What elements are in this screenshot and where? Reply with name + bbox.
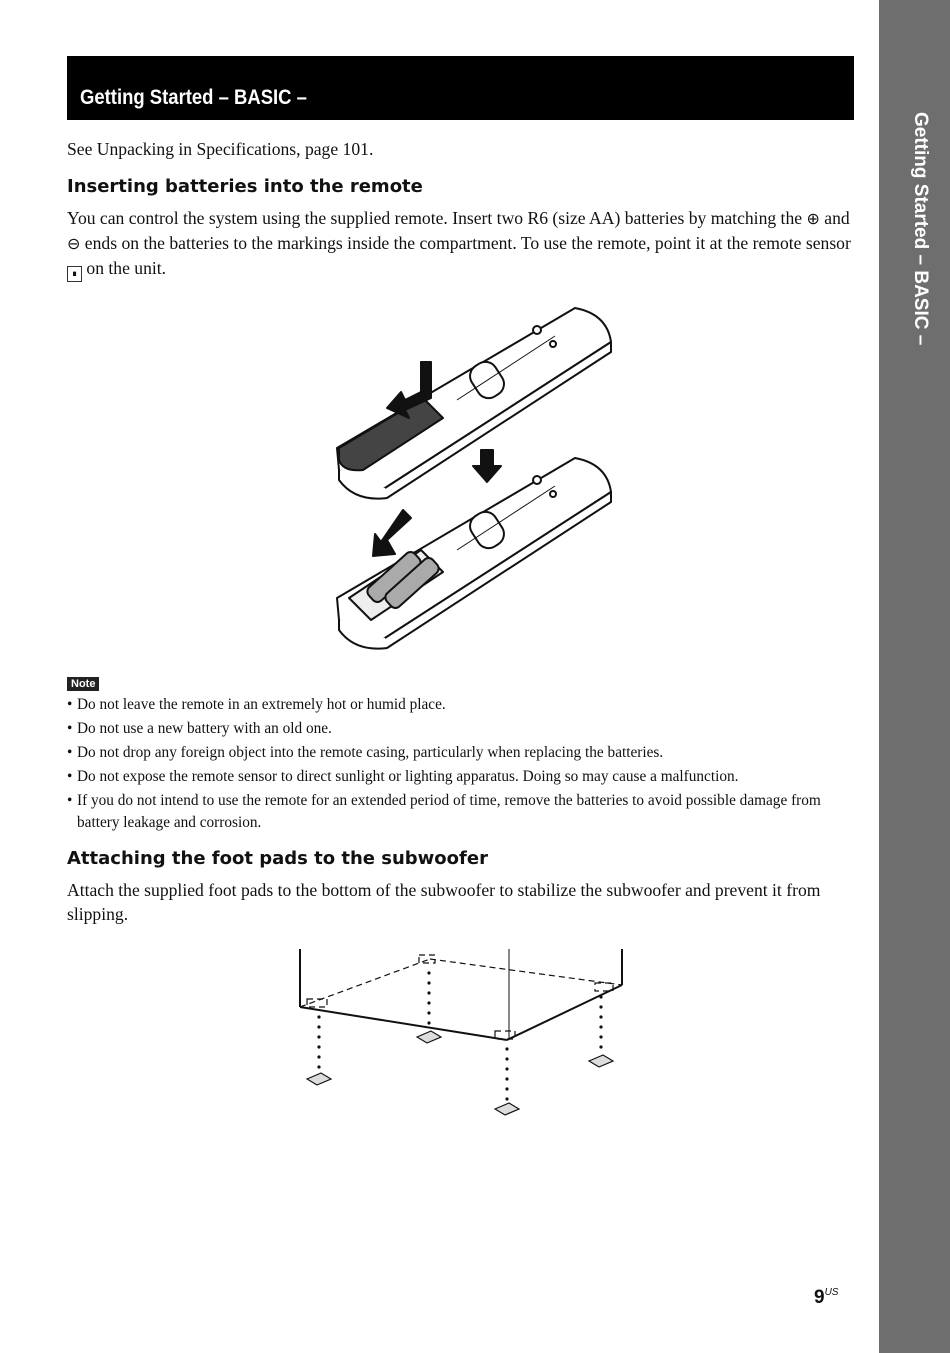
note-item: • If you do not intend to use the remote for an extended period of time, remove the batteries to avoid possible damage from battery leakage and corrosion. xyxy=(67,790,857,834)
note-item: • Do not use a new battery with an old one. xyxy=(67,718,857,741)
page-number-value: 9 xyxy=(814,1287,825,1308)
note-list xyxy=(67,694,857,836)
batteries-text-1: You can control the system using the supplied remote. Insert two R6 (size AA) batteries by matching the xyxy=(67,208,807,228)
page-number-suffix: US xyxy=(824,1287,839,1298)
batteries-text-3: on the unit. xyxy=(82,258,167,278)
batteries-text-and: and xyxy=(819,208,850,228)
note-label: Note xyxy=(67,677,99,691)
section-title: Getting Started – BASIC – xyxy=(80,86,307,109)
note-item: • Do not expose the remote sensor to direct sunlight or lighting apparatus. Doing so may cause a malfunction. xyxy=(67,766,857,789)
side-tab-label: Getting Started – BASIC – xyxy=(910,112,931,346)
section-header xyxy=(67,56,854,120)
intro-text: See Unpacking in Specifications, page 101. xyxy=(67,139,374,159)
plus-icon: ⊕ xyxy=(806,209,820,228)
remote-sensor-icon: ∎ xyxy=(67,266,82,282)
heading-batteries: Inserting batteries into the remote xyxy=(67,176,423,197)
remote-battery-illustration xyxy=(325,300,625,650)
batteries-text-2: ends on the batteries to the markings inside the compartment. To use the remote, point it at the remote sensor xyxy=(80,233,851,253)
batteries-body xyxy=(67,206,854,282)
subwoofer-foot-pads-illustration xyxy=(295,945,630,1120)
note-item: • Do not leave the remote in an extremely hot or humid place. xyxy=(67,694,857,717)
page-number xyxy=(814,1287,838,1309)
note-item: • Do not drop any foreign object into the remote casing, particularly when replacing the batteries. xyxy=(67,742,857,765)
heading-foot-pads: Attaching the foot pads to the subwoofer xyxy=(67,848,488,869)
foot-pads-body: Attach the supplied foot pads to the bottom of the subwoofer to stabilize the subwoofer and prevent it from slipping. xyxy=(67,880,821,924)
minus-icon: ⊖ xyxy=(67,234,81,253)
